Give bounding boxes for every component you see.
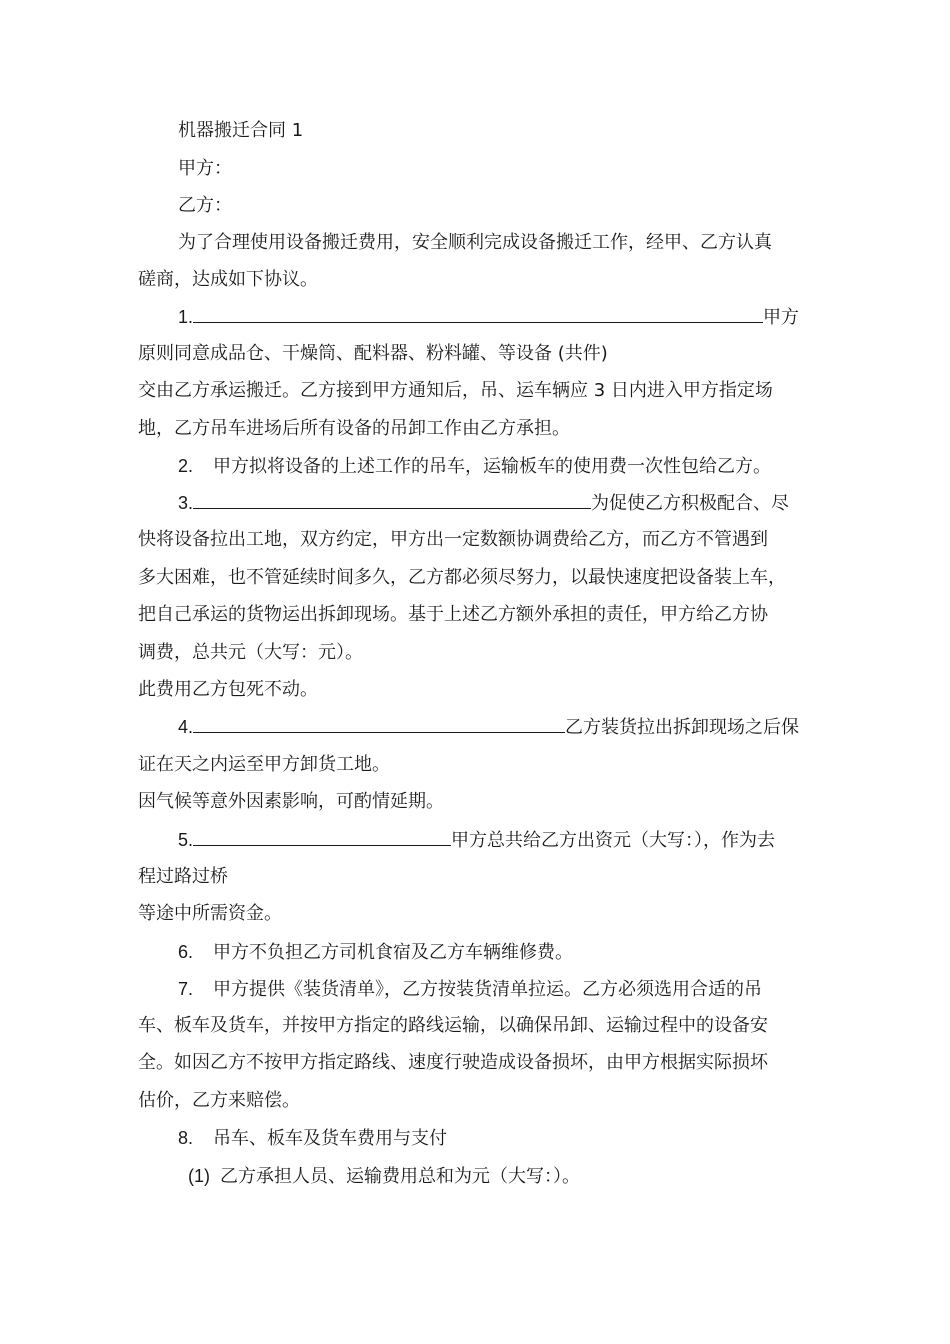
- clause-4-blank: [193, 714, 565, 733]
- document-title: 机器搬迁合同 1: [178, 120, 304, 141]
- clause-4-tail: 乙方装货拉出拆卸现场之后保: [565, 717, 800, 738]
- clause-4-line-1: 证在天之内运至甲方卸货工地。: [138, 754, 390, 775]
- clause-7-line-1: 车、板车及货车，并按甲方指定的路线运输，以确保吊卸、运输过程中的设备安: [138, 1015, 768, 1036]
- clause-5-number: 5.: [178, 830, 194, 850]
- clause-7-line-2: 全。如因乙方不按甲方指定路线、速度行驶造成设备损坏，由甲方根据实际损坏: [138, 1052, 768, 1073]
- clause-1-head: [178, 304, 799, 331]
- clause-5-tail: 甲方总共给乙方出资元（大写：），作为去: [451, 830, 776, 851]
- clause-3-tail: 为促使乙方积极配合、尽: [591, 493, 790, 514]
- clause-7-text: 甲方提供《装货清单》，乙方按装货清单拉运。乙方必须选用合适的吊: [213, 979, 763, 1000]
- clause-1-number: 1.: [178, 307, 194, 327]
- clause-5-line-1: 程过路过桥: [138, 866, 228, 887]
- clause-8-item-1-text: 乙方承担人员、运输费用总和为元（大写：）。: [220, 1166, 580, 1187]
- clause-1-blank: [193, 304, 763, 323]
- clause-7-line-3: 估价，乙方来赔偿。: [138, 1090, 300, 1111]
- clause-4-line-2: 因气候等意外因素影响，可酌情延期。: [138, 791, 444, 812]
- clause-2-number: 2.: [178, 456, 194, 476]
- clause-8-item-1: [188, 1163, 580, 1190]
- clause-1-line-1: 原则同意成品仓、干燥筒、配料器、粉料罐、等设备 (共件): [138, 343, 608, 364]
- clause-6-number: 6.: [178, 942, 194, 962]
- clause-5-blank: [193, 827, 451, 846]
- clause-2-text: 甲方拟将设备的上述工作的吊车，运输板车的使用费一次性包给乙方。: [213, 456, 772, 477]
- clause-5-head: [178, 827, 775, 854]
- clause-4-head: [178, 714, 799, 741]
- party-b-label: 乙方：: [178, 195, 232, 216]
- clause-8-number: 8.: [178, 1128, 194, 1148]
- clause-3-line-1: 快将设备拉出工地，双方约定，甲方出一定数额协调费给乙方，而乙方不管遇到: [138, 529, 768, 550]
- clause-6-text: 甲方不负担乙方司机食宿及乙方车辆维修费。: [213, 942, 574, 963]
- clause-3-line-2: 多大困难，也不管延续时间多久，乙方都必须尽努力，以最快速度把设备装上车，: [138, 567, 786, 588]
- clause-3-head: [178, 490, 789, 517]
- clause-8-item-1-number: (1): [188, 1166, 210, 1186]
- clause-3-blank: [193, 490, 591, 509]
- clause-1-line-2: 交由乙方承运搬迁。乙方接到甲方通知后，吊、运车辆应 3 日内进入甲方指定场: [138, 380, 773, 401]
- clause-1-line-3: 地，乙方吊车进场后所有设备的吊卸工作由乙方承担。: [138, 418, 570, 439]
- intro-line-1: 为了合理使用设备搬迁费用，安全顺利完成设备搬迁工作，经甲、乙方认真: [178, 232, 772, 253]
- clause-3-line-5: 此费用乙方包死不动。: [138, 679, 318, 700]
- clause-4-number: 4.: [178, 717, 194, 737]
- clause-3-line-4: 调费，总共元（大写：元）。: [138, 642, 363, 663]
- clause-6: [178, 939, 573, 966]
- clause-2: [178, 453, 771, 480]
- clause-3-line-3: 把自己承运的货物运出拆卸现场。基于上述乙方额外承担的责任，甲方给乙方协: [138, 604, 768, 625]
- clause-8: [178, 1125, 447, 1152]
- clause-3-number: 3.: [178, 493, 194, 513]
- intro-line-2: 磋商，达成如下协议。: [138, 269, 318, 290]
- clause-5-line-2: 等途中所需资金。: [138, 903, 282, 924]
- clause-7-number: 7.: [178, 979, 194, 999]
- clause-8-text: 吊车、板车及货车费用与支付: [213, 1128, 448, 1149]
- party-a-label: 甲方：: [178, 158, 232, 179]
- clause-1-tail: 甲方: [763, 307, 800, 328]
- clause-7-head: [178, 976, 762, 1003]
